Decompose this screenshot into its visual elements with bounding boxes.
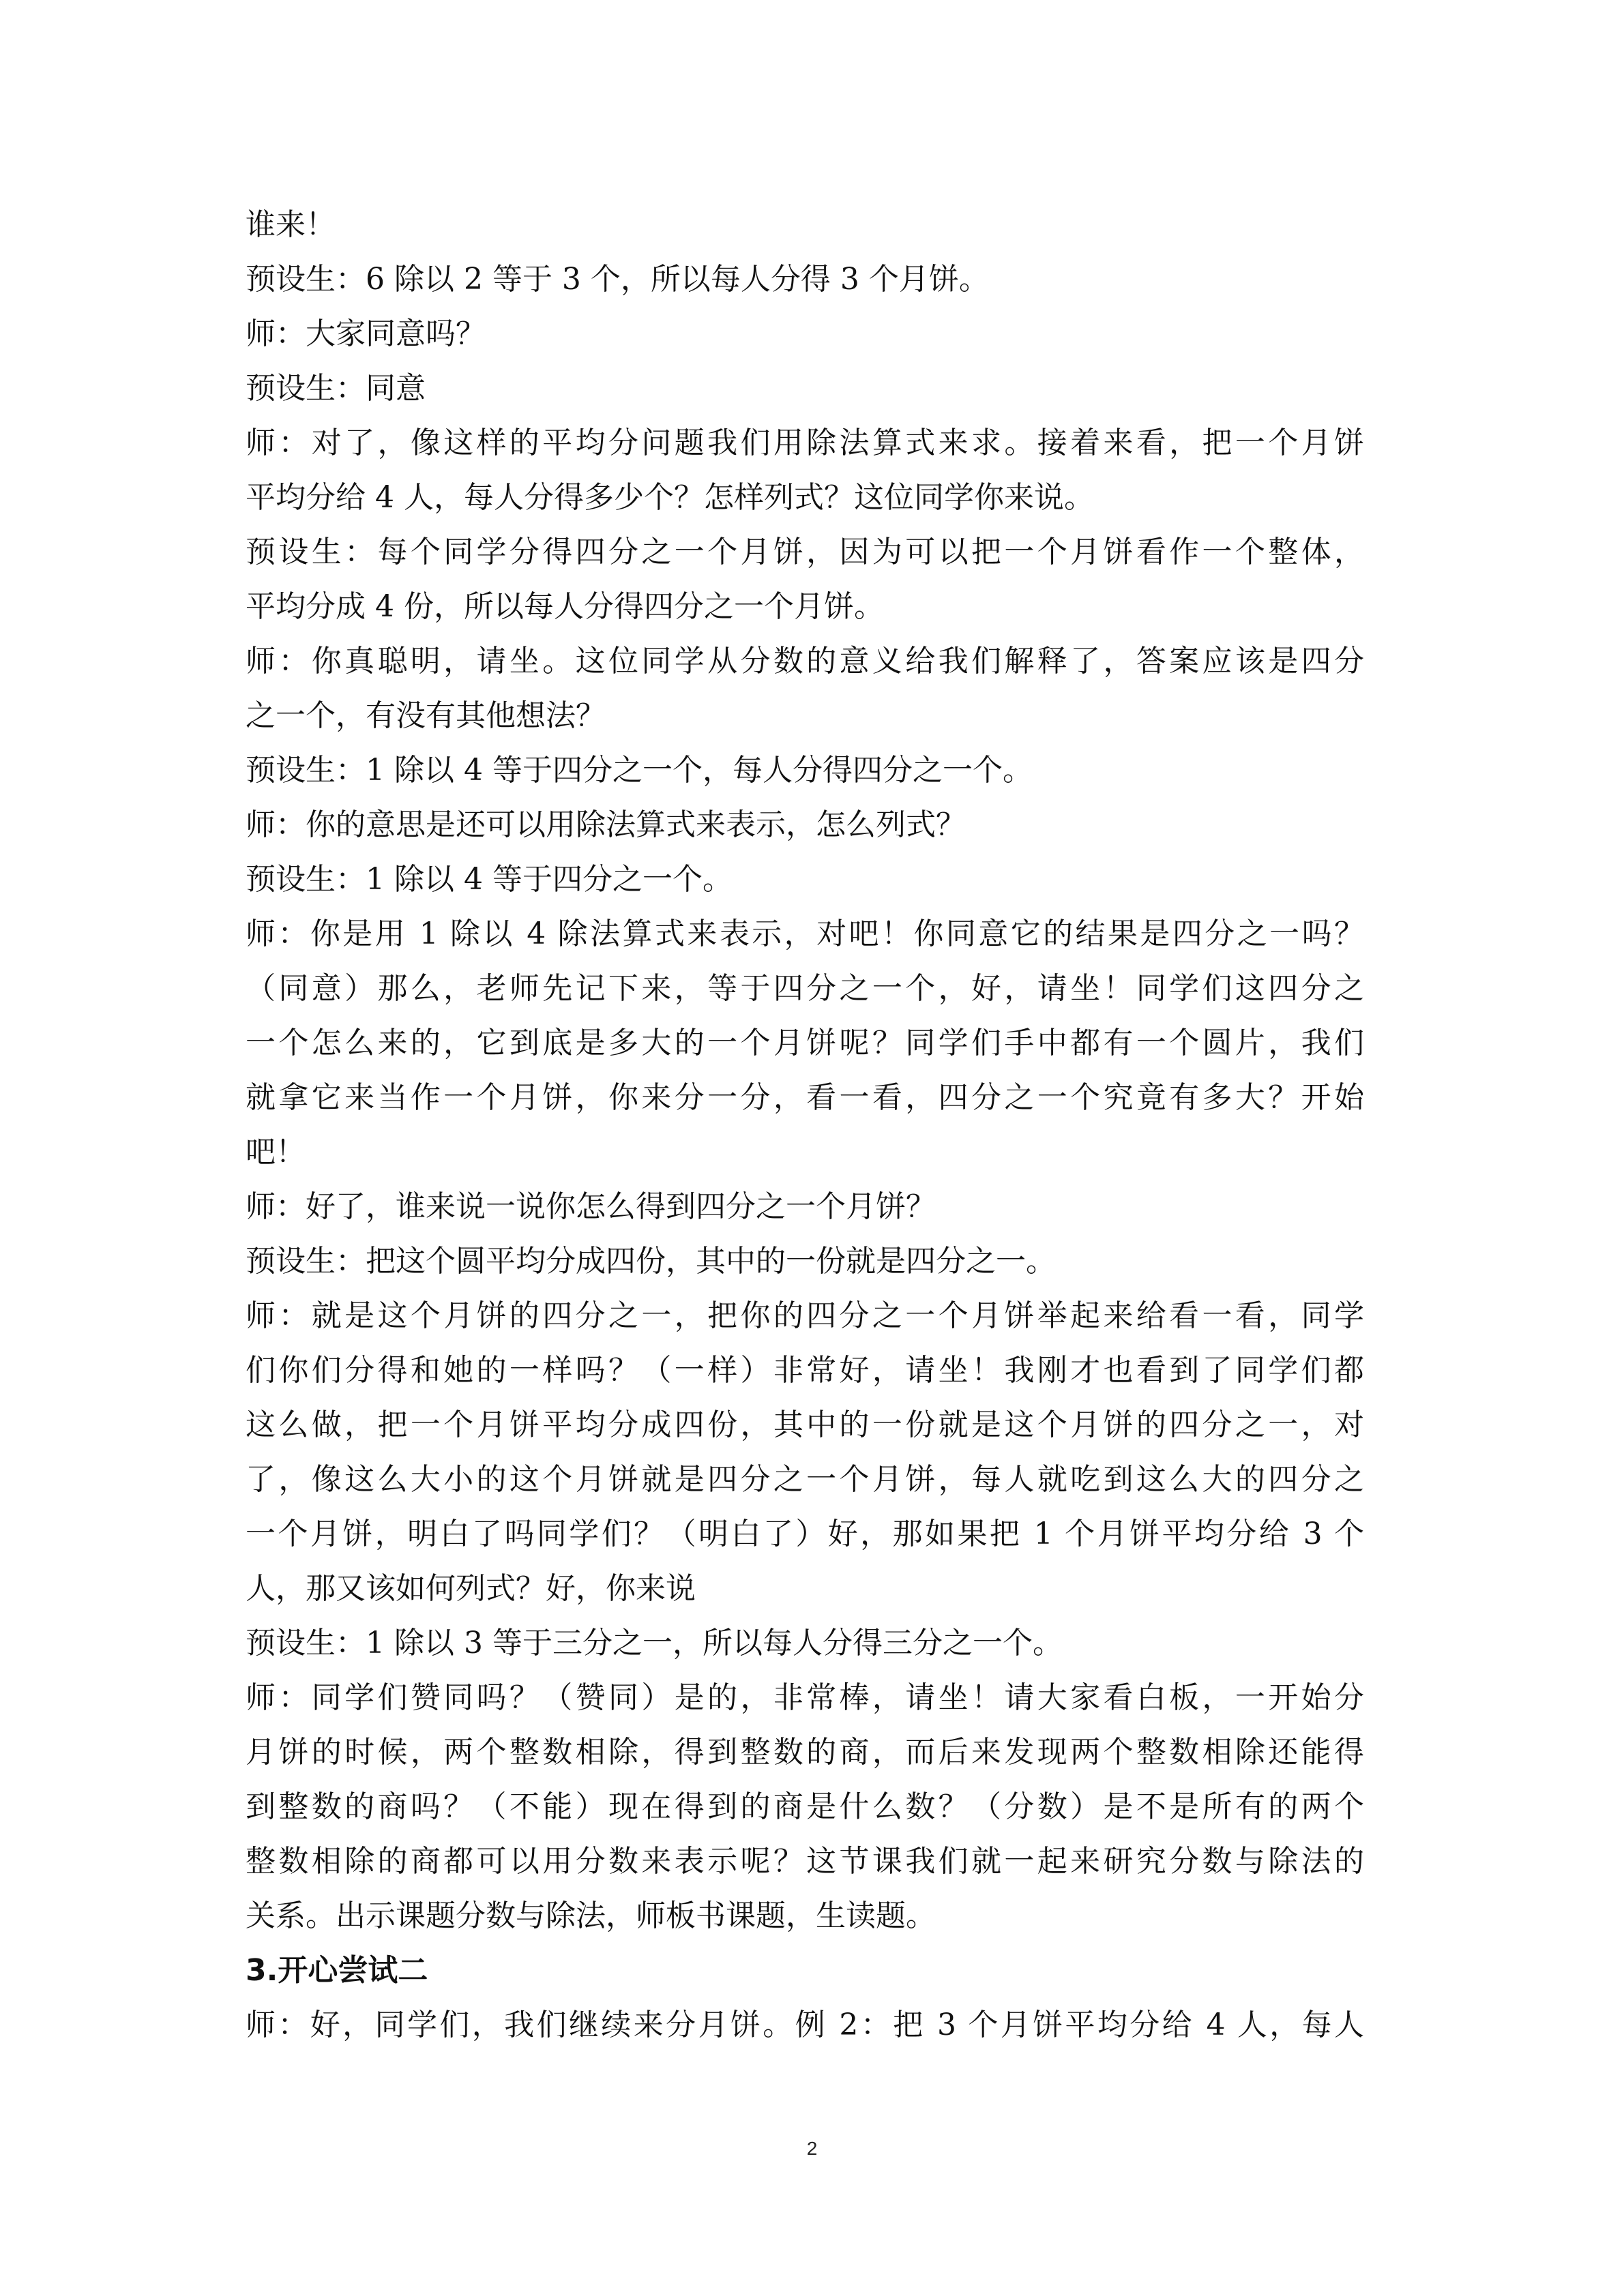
text-line: 关系。出示课题分数与除法，师板书课题，生读题。 [246, 1898, 936, 1933]
page-number: 2 [806, 2138, 818, 2159]
text-line: 师：你真聪明，请坐。这位同学从分数的意义给我们解释了，答案应该是四分 [246, 644, 1364, 679]
text-line: 了，像这么大小的这个月饼就是四分之一个月饼，每人就吃到这么大的四分之 [246, 1462, 1364, 1497]
text-line: 预设生：6 除以 2 等于 3 个，所以每人分得 3 个月饼。 [246, 262, 989, 297]
text-line: 师：大家同意吗？ [246, 316, 486, 351]
text-line: 一个怎么来的，它到底是多大的一个月饼呢？同学们手中都有一个圆片，我们 [246, 1026, 1364, 1060]
text-line: 师：你的意思是还可以用除法算式来表示，怎么列式？ [246, 807, 966, 842]
text-line: 平均分成 4 份，所以每人分得四分之一个月饼。 [246, 589, 884, 624]
text-line: 师：好了，谁来说一说你怎么得到四分之一个月饼？ [246, 1189, 936, 1224]
text-line: 整数相除的商都可以用分数来表示呢？这节课我们就一起来研究分数与除法的 [246, 1844, 1364, 1879]
text-line: 月饼的时候，两个整数相除，得到整数的商，而后来发现两个整数相除还能得 [246, 1735, 1364, 1770]
text-line: 吧！ [246, 1135, 306, 1169]
text-line: 师：对了，像这样的平均分问题我们用除法算式来求。接着来看，把一个月饼 [246, 426, 1364, 460]
text-line: 人，那又该如何列式？好，你来说 [246, 1571, 696, 1606]
text-line: （同意）那么，老师先记下来，等于四分之一个，好，请坐！同学们这四分之 [246, 971, 1364, 1006]
text-line: 一个月饼，明白了吗同学们？（明白了）好，那如果把 1 个月饼平均分给 3 个 [246, 1517, 1364, 1551]
text-line: 这么做，把一个月饼平均分成四份，其中的一份就是这个月饼的四分之一，对 [246, 1407, 1364, 1442]
text-line: 师：你是用 1 除以 4 除法算式来表示，对吧！你同意它的结果是四分之一吗？ [246, 916, 1364, 951]
text-line: 平均分给 4 人，每人分得多少个？怎样列式？这位同学你来说。 [246, 480, 1094, 515]
document-body [246, 198, 1364, 2053]
text-line: 之一个，有没有其他想法？ [246, 698, 606, 733]
text-line: 就拿它来当作一个月饼，你来分一分，看一看，四分之一个究竟有多大？开始 [246, 1080, 1364, 1115]
text-line: 师：同学们赞同吗？（赞同）是的，非常棒，请坐！请大家看白板，一开始分 [246, 1680, 1364, 1715]
text-line: 预设生：每个同学分得四分之一个月饼，因为可以把一个月饼看作一个整体， [246, 535, 1364, 569]
text-line: 预设生：同意 [246, 371, 426, 406]
text-line: 到整数的商吗？（不能）现在得到的商是什么数？（分数）是不是所有的两个 [246, 1789, 1364, 1824]
text-line: 们你们分得和她的一样吗？（一样）非常好，请坐！我刚才也看到了同学们都 [246, 1353, 1364, 1388]
text-line: 预设生：1 除以 4 等于四分之一个，每人分得四分之一个。 [246, 753, 1033, 788]
text-line: 预设生：把这个圆平均分成四份，其中的一份就是四分之一。 [246, 1244, 1056, 1279]
text-line: 师：好，同学们，我们继续来分月饼。例 2：把 3 个月饼平均分给 4 人，每人 [246, 2008, 1364, 2042]
section-heading: 3.开心尝试二 [246, 1953, 428, 1988]
text-line: 预设生：1 除以 4 等于四分之一个。 [246, 862, 733, 897]
text-line: 谁来！ [246, 207, 336, 242]
text-line: 预设生：1 除以 3 等于三分之一，所以每人分得三分之一个。 [246, 1626, 1063, 1660]
text-line: 师：就是这个月饼的四分之一，把你的四分之一个月饼举起来给看一看，同学 [246, 1298, 1364, 1333]
